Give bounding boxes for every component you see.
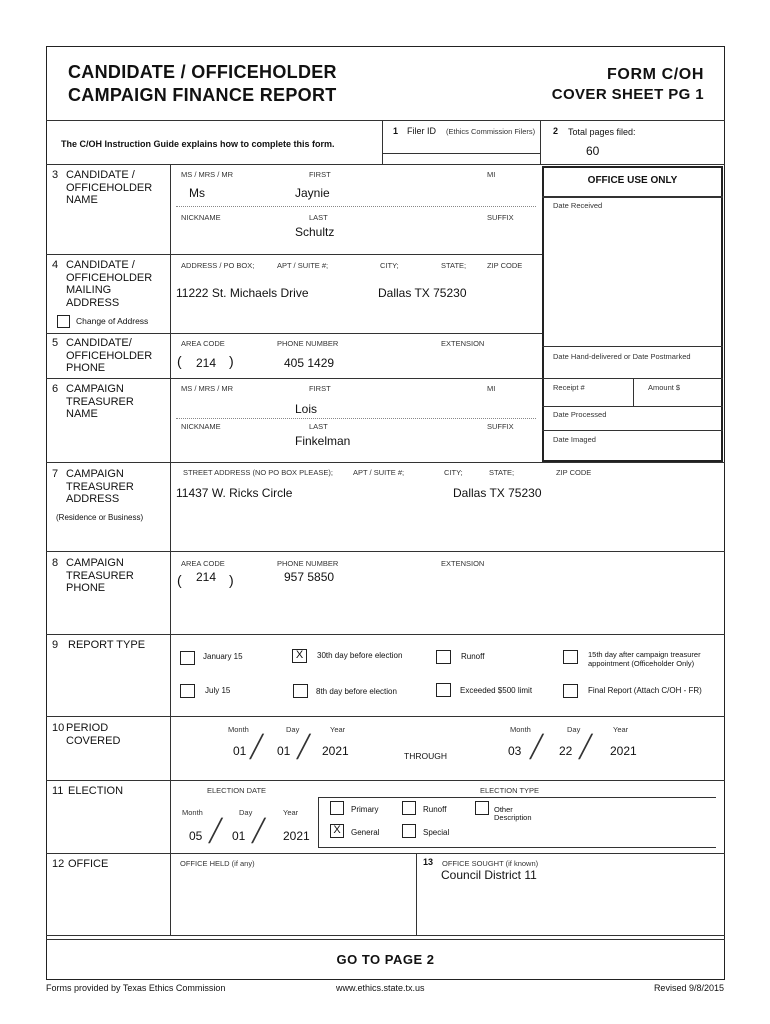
election-year[interactable]: 2021 xyxy=(283,829,310,843)
sec8-phone-header: PHONE NUMBER xyxy=(277,559,339,568)
divider xyxy=(540,120,541,164)
to-day-header: Day xyxy=(567,725,581,734)
office-sought-value[interactable]: Council District 11 xyxy=(441,868,537,882)
office-held-header: OFFICE HELD (if any) xyxy=(180,859,255,868)
report-type-label-30th-day: 30th day before election xyxy=(317,651,403,660)
treasurer-address[interactable]: 11437 W. Ricks Circle xyxy=(176,486,293,500)
sec4-address-header: ADDRESS / PO BOX; xyxy=(181,261,255,270)
sec7-num: 7 xyxy=(52,468,59,480)
period-from-year[interactable]: 2021 xyxy=(322,744,349,758)
title-line2: CAMPAIGN FINANCE REPORT xyxy=(68,85,337,105)
divider xyxy=(46,853,725,854)
paren-open: ( xyxy=(177,353,182,369)
treasurer-first-name[interactable]: Lois xyxy=(295,402,318,416)
election-date-header: ELECTION DATE xyxy=(207,786,267,795)
sec7-sublabel: (Residence or Business) xyxy=(56,513,144,522)
sec3-first-header: FIRST xyxy=(309,170,331,179)
title-line1: CANDIDATE / OFFICEHOLDER xyxy=(68,62,337,82)
from-day-header: Day xyxy=(286,725,300,734)
dotted-divider xyxy=(176,418,536,419)
sec6-first-header: FIRST xyxy=(309,384,331,393)
divider xyxy=(46,462,725,463)
sec7-zip-header: ZIP CODE xyxy=(556,468,592,477)
election-month-header: Month xyxy=(182,808,203,817)
sec8-ext-header: EXTENSION xyxy=(441,559,485,568)
paren-close: ) xyxy=(229,353,234,369)
candidate-last-name[interactable]: Schultz xyxy=(295,225,335,239)
period-from-day[interactable]: 01 xyxy=(277,744,291,758)
period-from-month[interactable]: 01 xyxy=(233,744,247,758)
report-type-label-final: Final Report (Attach C/OH - FR) xyxy=(588,686,702,695)
sec7-city-header: CITY; xyxy=(444,468,463,477)
to-month-header: Month xyxy=(510,725,531,734)
sec6-last-header: LAST xyxy=(309,422,328,431)
sec12-num: 12 xyxy=(52,858,65,870)
report-type-checkbox-jul15[interactable] xyxy=(180,684,195,698)
sec8-num: 8 xyxy=(52,557,59,569)
divider xyxy=(170,164,171,935)
candidate-title[interactable]: Ms xyxy=(189,186,205,200)
sec6-suffix-header: SUFFIX xyxy=(487,422,514,431)
sec4-label: CANDIDATE / OFFICEHOLDER MAILING ADDRESS xyxy=(66,259,153,309)
date-separator: ╱ xyxy=(297,734,311,759)
sec4-state-header: STATE; xyxy=(441,261,467,270)
report-type-checkbox-jan15[interactable] xyxy=(180,651,195,665)
sec4-city-header: CITY; xyxy=(380,261,399,270)
pages-label: Total pages filed: xyxy=(568,127,636,137)
election-type-label-special: Special xyxy=(423,828,450,837)
treasurer-city-state-zip[interactable]: Dallas TX 75230 xyxy=(453,486,542,500)
filer-label: Filer ID xyxy=(407,126,436,136)
sec5-num: 5 xyxy=(52,337,59,349)
office-use-title: OFFICE USE ONLY xyxy=(587,175,678,186)
election-type-checkbox-runoff[interactable] xyxy=(402,801,416,815)
divider xyxy=(318,797,716,798)
treasurer-phone-number[interactable]: 957 5850 xyxy=(284,570,335,584)
sec7-label: CAMPAIGN TREASURER ADDRESS xyxy=(66,468,134,505)
divider xyxy=(46,164,725,165)
sec10-label: PERIOD COVERED xyxy=(66,722,121,747)
report-type-label-jan15: January 15 xyxy=(203,652,243,661)
change-of-address-label: Change of Address xyxy=(76,316,149,326)
footer-revised: Revised 9/8/2015 xyxy=(653,983,724,993)
divider xyxy=(46,716,725,717)
election-type-checkbox-other[interactable] xyxy=(475,801,489,815)
sec3-label: CANDIDATE / OFFICEHOLDER NAME xyxy=(66,169,153,206)
sec11-label: ELECTION xyxy=(68,785,124,797)
election-day[interactable]: 01 xyxy=(232,829,246,843)
election-type-label-primary: Primary xyxy=(351,805,379,814)
instruction-text: The C/OH Instruction Guide explains how to complete this form. xyxy=(61,139,335,149)
sec5-label: CANDIDATE/ OFFICEHOLDER PHONE xyxy=(66,337,153,374)
report-type-checkbox-15th-day[interactable] xyxy=(563,650,578,664)
paren-open: ( xyxy=(177,572,182,588)
paren-close: ) xyxy=(229,572,234,588)
report-type-checkbox-30th-day[interactable]: X xyxy=(292,649,307,663)
from-month-header: Month xyxy=(228,725,249,734)
divider xyxy=(382,153,540,154)
treasurer-area-code[interactable]: 214 xyxy=(196,570,217,584)
candidate-address[interactable]: 11222 St. Michaels Drive xyxy=(176,286,309,300)
footer-website[interactable]: www.ethics.state.tx.us xyxy=(336,983,425,993)
report-type-checkbox-exceeded[interactable] xyxy=(436,683,451,697)
divider xyxy=(46,634,725,635)
date-processed-label: Date Processed xyxy=(553,410,607,419)
sec11-num: 11 xyxy=(52,785,64,797)
candidate-first-name[interactable]: Jaynie xyxy=(295,186,330,200)
date-hand-label: Date Hand-delivered or Date Postmarked xyxy=(553,352,691,361)
sec3-num: 3 xyxy=(52,169,59,181)
date-separator: ╱ xyxy=(209,818,223,843)
divider xyxy=(382,120,383,164)
report-type-checkbox-final[interactable] xyxy=(563,684,578,698)
election-type-checkbox-primary[interactable] xyxy=(330,801,344,815)
sec12-label: OFFICE xyxy=(68,858,109,870)
divider xyxy=(46,939,725,940)
divider xyxy=(542,406,723,407)
sec3-title-header: MS / MRS / MR xyxy=(181,170,234,179)
filer-num: 1 xyxy=(393,126,399,136)
from-year-header: Year xyxy=(330,725,346,734)
sec8-area-header: AREA CODE xyxy=(181,559,225,568)
sec4-zip-header: ZIP CODE xyxy=(487,261,523,270)
dotted-divider xyxy=(176,206,536,207)
sec3-suffix-header: SUFFIX xyxy=(487,213,514,222)
divider xyxy=(46,120,725,121)
candidate-area-code[interactable]: 214 xyxy=(196,356,217,370)
election-year-header: Year xyxy=(283,808,299,817)
sec6-title-header: MS / MRS / MR xyxy=(181,384,234,393)
sec5-area-header: AREA CODE xyxy=(181,339,225,348)
period-to-month[interactable]: 03 xyxy=(508,744,522,758)
pages-value[interactable]: 60 xyxy=(586,144,600,158)
report-type-checkbox-runoff[interactable] xyxy=(436,650,451,664)
to-year-header: Year xyxy=(613,725,629,734)
sec6-label: CAMPAIGN TREASURER NAME xyxy=(66,383,134,420)
candidate-phone-number[interactable]: 405 1429 xyxy=(284,356,335,370)
through-label: THROUGH xyxy=(404,751,447,761)
sec6-nickname-header: NICKNAME xyxy=(181,422,221,431)
sec3-last-header: LAST xyxy=(309,213,328,222)
election-type-label-runoff: Runoff xyxy=(423,805,447,814)
sec10-num: 10 xyxy=(52,722,65,734)
sec8-label: CAMPAIGN TREASURER PHONE xyxy=(66,557,134,594)
form-id: FORM C/OH xyxy=(607,66,704,83)
sec6-mi-header: MI xyxy=(487,384,496,393)
divider xyxy=(46,780,725,781)
sec7-apt-header: APT / SUITE #; xyxy=(353,468,405,477)
date-received-label: Date Received xyxy=(553,201,603,210)
footer-provided: Forms provided by Texas Ethics Commission xyxy=(46,983,226,993)
sec3-nickname-header: NICKNAME xyxy=(181,213,221,222)
divider xyxy=(46,378,542,379)
go-to-page-2: GO TO PAGE 2 xyxy=(336,952,435,967)
sec4-apt-header: APT / SUITE #; xyxy=(277,261,329,270)
date-separator: ╱ xyxy=(250,734,264,759)
election-month[interactable]: 05 xyxy=(189,829,203,843)
period-to-year[interactable]: 2021 xyxy=(610,744,637,758)
sec9-num: 9 xyxy=(52,639,59,651)
report-type-label-jul15: July 15 xyxy=(205,686,231,695)
report-type-label-15th-day: 15th day after campaign treasurer appointment (Officeholder Only) xyxy=(588,650,701,668)
sec6-num: 6 xyxy=(52,383,59,395)
divider xyxy=(542,430,723,431)
sec5-ext-header: EXTENSION xyxy=(441,339,485,348)
candidate-city-state-zip[interactable]: Dallas TX 75230 xyxy=(378,286,467,300)
divider xyxy=(633,378,634,406)
receipt-label: Receipt # xyxy=(553,383,585,392)
sec5-phone-header: PHONE NUMBER xyxy=(277,339,339,348)
report-type-label-exceeded: Exceeded $500 limit xyxy=(460,686,533,695)
divider xyxy=(318,847,716,848)
date-separator: ╱ xyxy=(530,734,544,759)
sec7-state-header: STATE; xyxy=(489,468,515,477)
period-to-day[interactable]: 22 xyxy=(559,744,573,758)
divider xyxy=(46,935,725,936)
date-separator: ╱ xyxy=(579,734,593,759)
divider xyxy=(318,797,319,848)
divider xyxy=(542,346,723,347)
election-type-label-other: Other Description xyxy=(494,805,532,822)
sec4-num: 4 xyxy=(52,259,59,271)
election-type-checkbox-general[interactable]: X xyxy=(330,824,344,838)
office-sought-header: OFFICE SOUGHT (if known) xyxy=(442,859,539,868)
filer-note: (Ethics Commission Filers) xyxy=(446,127,536,136)
divider xyxy=(542,196,723,198)
report-type-checkbox-8th-day[interactable] xyxy=(293,684,308,698)
sec7-street-header: STREET ADDRESS (NO PO BOX PLEASE); xyxy=(183,468,333,477)
change-of-address-checkbox[interactable] xyxy=(57,315,70,328)
treasurer-last-name[interactable]: Finkelman xyxy=(295,434,351,448)
sec13-num: 13 xyxy=(423,857,434,867)
sheet-label: COVER SHEET PG 1 xyxy=(551,86,704,103)
election-type-checkbox-special[interactable] xyxy=(402,824,416,838)
date-separator: ╱ xyxy=(252,818,266,843)
election-day-header: Day xyxy=(239,808,253,817)
report-type-label-runoff: Runoff xyxy=(461,652,485,661)
divider xyxy=(46,333,542,334)
election-type-label-general: General xyxy=(351,828,380,837)
divider xyxy=(46,551,725,552)
pages-num: 2 xyxy=(553,126,559,136)
report-type-label-8th-day: 8th day before election xyxy=(316,687,397,696)
sec3-mi-header: MI xyxy=(487,170,496,179)
sec9-label: REPORT TYPE xyxy=(68,639,146,651)
date-imaged-label: Date Imaged xyxy=(553,435,596,444)
divider xyxy=(416,853,417,935)
divider xyxy=(46,254,542,255)
election-type-header: ELECTION TYPE xyxy=(480,786,540,795)
amount-label: Amount $ xyxy=(648,383,681,392)
